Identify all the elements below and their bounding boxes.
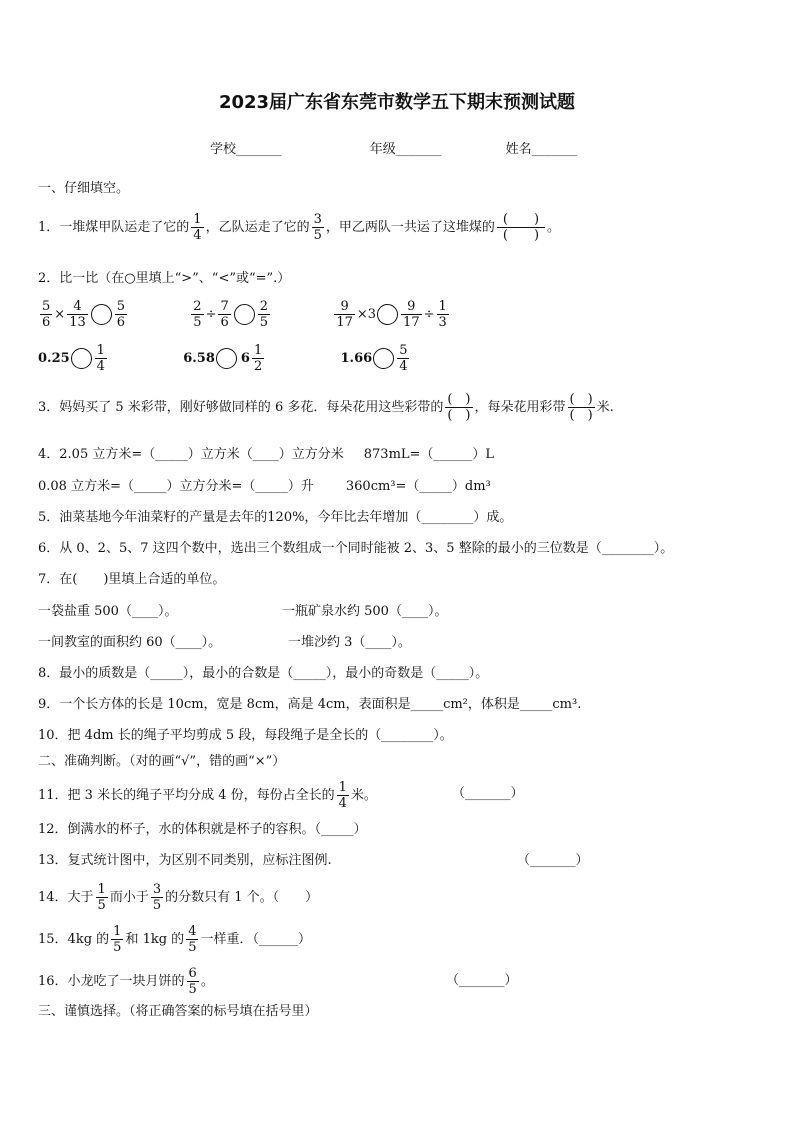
compare-1a: $\frac{5}{6}$ × $\frac{4}{13}$ $\frac{5}{6}$: [42, 299, 126, 330]
compare-circle: [377, 304, 398, 325]
q14-text-a: 14．大于: [38, 890, 94, 905]
q15-text-b: 和 1kg 的: [125, 932, 185, 947]
q1-text-d: 。: [547, 220, 561, 235]
compare-circle: [91, 304, 112, 325]
question-7d: 一堆沙约 3（____）。: [288, 635, 411, 650]
compare-circle: [71, 348, 92, 369]
question-6: 6．从 0、2、5、7 这四个数中，选出三个数组成一个同时能被 2、3、5 整除的最小的三位数是（________）。: [38, 541, 674, 556]
question-3: [38, 392, 614, 423]
q16-fraction: $\frac{6}{5}$: [188, 966, 197, 997]
q16-text-a: 16．小龙吃了一块月饼的: [38, 974, 185, 989]
question-4-line-1: [38, 446, 494, 464]
question-4-line-2: [38, 478, 491, 496]
q1-answer-fraction: $\frac{( )}{( )}$: [497, 212, 545, 243]
question-15: [38, 924, 311, 955]
q1-text-a: 1．一堆煤甲队运走了它的: [38, 220, 190, 235]
q15-fraction-1: $\frac{1}{5}$: [113, 924, 122, 955]
q4-part-a: 4．2.05 立方米=（_____）立方米（____）立方分米: [38, 447, 344, 462]
question-1: [38, 212, 560, 243]
compare-2b: 6.58 6 $\frac{1}{2}$: [183, 343, 263, 374]
page-title: 2023届广东省东莞市数学五下期末预测试题: [218, 92, 576, 113]
q4-part-d: 360cm³=（_____）dm³: [345, 479, 491, 494]
compare-circle: [373, 348, 394, 369]
q15-text-c: 一样重．（______）: [200, 932, 311, 947]
q3-text-c: 米.: [596, 400, 614, 415]
q13-answer-blank: （_______）: [517, 853, 589, 868]
q14-fraction-1: $\frac{1}{5}$: [97, 882, 106, 913]
question-7c: 一间教室的面积约 60（____）。: [38, 635, 222, 650]
q11-answer-blank: （_______）: [452, 786, 524, 801]
question-2-row-2: [38, 343, 411, 374]
question-2-heading: 2．比一比（在○里填上“>”、“<”或“=”.）: [38, 271, 291, 286]
section-1-heading: 一、仔细填空。: [38, 181, 130, 196]
q14-fraction-2: $\frac{3}{5}$: [152, 882, 162, 913]
question-5: 5．油菜基地今年油菜籽的产量是去年的120%，今年比去年增加（________）成。: [38, 510, 513, 525]
question-7b: 一瓶矿泉水约 500（____）。: [282, 604, 448, 619]
q1-text-b: ，乙队运走了它的: [205, 220, 310, 235]
question-9: 9．一个长方体的长是 10cm，宽是 8cm，高是 4cm，表面积是_____cm²，体积是_____cm³.: [38, 697, 582, 712]
q1-text-c: ，甲乙两队一共运了这堆煤的: [325, 220, 495, 235]
question-16: [38, 966, 214, 997]
question-14: [38, 882, 318, 913]
q11-text-a: 11．把 3 米长的绳子平均分成 4 份，每份占全长的: [38, 788, 335, 803]
compare-2c: 1.66 $\frac{5}{4}$: [340, 343, 408, 374]
q16-text-b: 。: [200, 974, 214, 989]
q1-fraction-2: $\frac{3}{5}$: [313, 212, 322, 243]
section-2-heading: 二、准确判断。（对的画“√”，错的画“×”）: [38, 754, 286, 769]
question-10: 10．把 4dm 长的绳子平均剪成 5 段，每段绳子是全长的（________）。: [38, 728, 453, 743]
name-field: 姓名_______: [505, 142, 578, 157]
compare-1b: $\frac{2}{5}$ ÷ $\frac{7}{6}$ $\frac{2}{5}$: [193, 299, 269, 330]
question-7-heading: 7．在( )里填上合适的单位。: [38, 572, 226, 587]
q3-text-a: 3．妈妈买了 5 米彩带，刚好够做同样的 6 多花．每朵花用这些彩带的: [38, 400, 444, 415]
section-3-heading: 三、谨慎选择。（将正确答案的标号填在括号里）: [38, 1004, 318, 1019]
compare-1c: $\frac{9}{17}$ ×3 $\frac{9}{17}$ ÷ $\frac{1}{3}$: [336, 299, 447, 330]
info-row: [210, 141, 577, 159]
compare-2a: 0.25 $\frac{1}{4}$: [38, 343, 105, 374]
q14-text-c: 的分数只有 1 个。（ ）: [165, 890, 319, 905]
q1-fraction-1: $\frac{1}{4}$: [193, 212, 202, 243]
question-8: 8．最小的质数是（_____），最小的合数是（_____），最小的奇数是（_____）。: [38, 666, 489, 681]
question-11: [38, 780, 377, 811]
q14-text-b: 而小于: [109, 890, 149, 905]
question-7a: 一袋盐重 500（____）。: [38, 604, 178, 619]
question-13: 13．复式统计图中，为区别不同类别，应标注图例.: [38, 853, 332, 868]
compare-circle: [216, 348, 237, 369]
q15-fraction-2: $\frac{4}{5}$: [188, 924, 197, 955]
question-2-row-1: [38, 299, 451, 330]
q15-text-a: 15．4kg 的: [38, 932, 110, 947]
q3-text-b: ，每朵花用彩带: [474, 400, 566, 415]
q3-answer-fraction-1: $\frac{( )}{( )}$: [447, 392, 471, 423]
question-12: 12．倒满水的杯子，水的体积就是杯子的容积。（_____）: [38, 822, 367, 837]
q4-part-b: 873mL=（______）L: [363, 447, 495, 462]
compare-circle: [234, 304, 255, 325]
q4-part-c: 0.08 立方米=（_____）立方分米=（_____）升: [38, 479, 314, 494]
grade-field: 年级_______: [369, 142, 442, 157]
q11-text-b: 米。: [350, 788, 377, 803]
q16-answer-blank: （_______）: [446, 973, 518, 988]
q3-answer-fraction-2: $\frac{( )}{( )}$: [569, 392, 593, 423]
q11-fraction: $\frac{1}{4}$: [338, 780, 347, 811]
school-field: 学校_______: [210, 142, 282, 157]
